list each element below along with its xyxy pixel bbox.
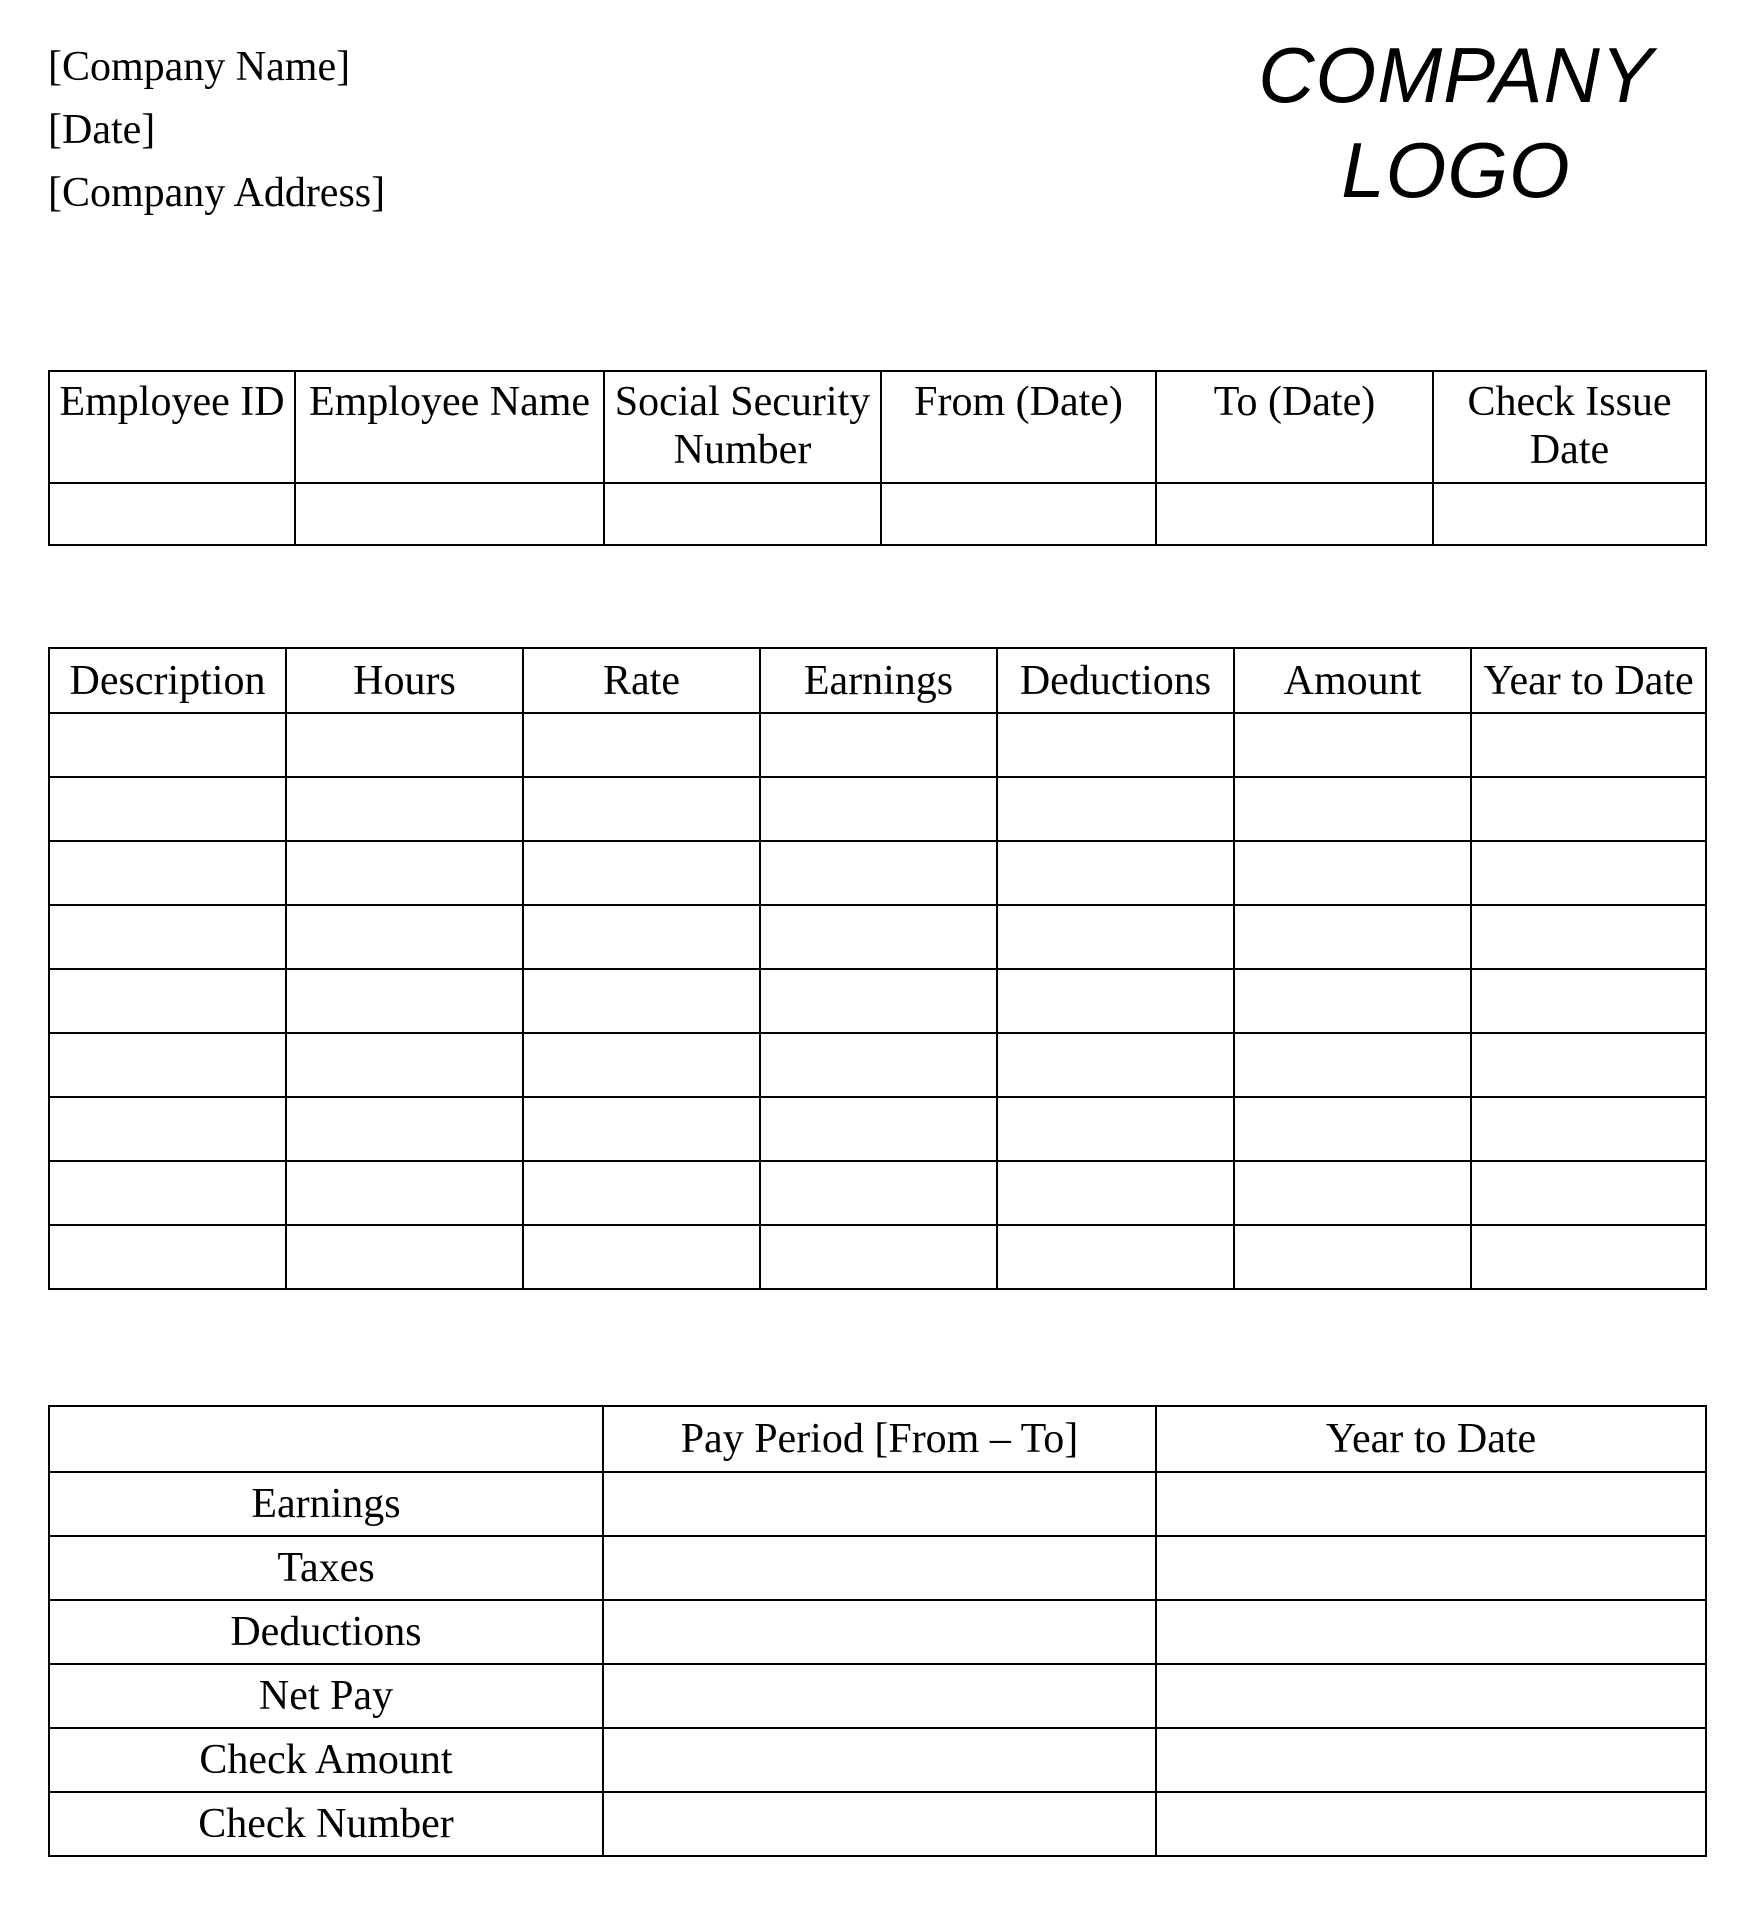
earnings-detail-table-body: [49, 713, 1706, 1289]
detail-blank-cell-deductions[interactable]: [997, 905, 1234, 969]
detail-row: [49, 777, 1706, 841]
detail-blank-cell-rate[interactable]: [523, 713, 760, 777]
detail-blank-cell-amount[interactable]: [1234, 1225, 1471, 1289]
detail-blank-cell-hours[interactable]: [286, 777, 523, 841]
employee-blank-cell-employee-name[interactable]: [295, 483, 604, 545]
summary-blank-cell-taxes-col1[interactable]: [603, 1536, 1156, 1600]
summary-blank-cell-deductions-col1[interactable]: [603, 1600, 1156, 1664]
pay-summary-table-head: [49, 1406, 1706, 1472]
company-info-block: [48, 36, 385, 225]
detail-row: [49, 1097, 1706, 1161]
detail-blank-cell-amount[interactable]: [1234, 1161, 1471, 1225]
earnings-detail-table: [48, 647, 1707, 1290]
detail-blank-cell-year-to-date[interactable]: [1471, 1097, 1706, 1161]
employee-row: [49, 483, 1706, 545]
employee-blank-cell-social-security-number[interactable]: [604, 483, 881, 545]
detail-blank-cell-rate[interactable]: [523, 1097, 760, 1161]
company-logo: [1160, 28, 1752, 218]
detail-blank-cell-deductions[interactable]: [997, 713, 1234, 777]
detail-row: [49, 841, 1706, 905]
detail-blank-cell-hours[interactable]: [286, 1225, 523, 1289]
detail-blank-cell-year-to-date[interactable]: [1471, 1033, 1706, 1097]
employee-header-from-date: From (Date): [881, 371, 1156, 483]
detail-header-year-to-date: Year to Date: [1471, 648, 1706, 713]
detail-blank-cell-year-to-date[interactable]: [1471, 841, 1706, 905]
employee-header-row: [49, 371, 1706, 483]
summary-blank-cell-taxes-col2[interactable]: [1156, 1536, 1706, 1600]
summary-row-check-amount: [49, 1728, 1706, 1792]
detail-blank-cell-description[interactable]: [49, 905, 286, 969]
detail-blank-cell-year-to-date[interactable]: [1471, 905, 1706, 969]
detail-blank-cell-hours[interactable]: [286, 905, 523, 969]
detail-blank-cell-rate[interactable]: [523, 1161, 760, 1225]
detail-row: [49, 1225, 1706, 1289]
employee-blank-cell-from-date[interactable]: [881, 483, 1156, 545]
detail-blank-cell-rate[interactable]: [523, 841, 760, 905]
date-placeholder[interactable]: [Date]: [48, 107, 156, 153]
summary-row-label-taxes: Taxes: [49, 1536, 603, 1600]
detail-blank-cell-earnings[interactable]: [760, 969, 997, 1033]
summary-row-label-check-amount: Check Amount: [49, 1728, 603, 1792]
detail-blank-cell-earnings[interactable]: [760, 1161, 997, 1225]
detail-header-amount: Amount: [1234, 648, 1471, 713]
detail-blank-cell-amount[interactable]: [1234, 1097, 1471, 1161]
detail-row: [49, 713, 1706, 777]
summary-row-check-number: [49, 1792, 1706, 1856]
employee-header-employee-id: Employee ID: [49, 371, 295, 483]
employee-header-employee-name: Employee Name: [295, 371, 604, 483]
employee-blank-cell-to-date[interactable]: [1156, 483, 1433, 545]
logo-line-2: LOGO: [1341, 126, 1571, 214]
detail-blank-cell-hours[interactable]: [286, 1033, 523, 1097]
employee-header-to-date: To (Date): [1156, 371, 1433, 483]
summary-header-year-to-date: Year to Date: [1156, 1406, 1706, 1472]
detail-blank-cell-earnings[interactable]: [760, 1033, 997, 1097]
detail-blank-cell-amount[interactable]: [1234, 969, 1471, 1033]
detail-blank-cell-year-to-date[interactable]: [1471, 1225, 1706, 1289]
detail-blank-cell-rate[interactable]: [523, 777, 760, 841]
summary-row-label-net-pay: Net Pay: [49, 1664, 603, 1728]
summary-blank-cell-deductions-col2[interactable]: [1156, 1600, 1706, 1664]
detail-blank-cell-rate[interactable]: [523, 969, 760, 1033]
summary-blank-cell-net-pay-col2[interactable]: [1156, 1664, 1706, 1728]
summary-blank-cell-check-number-col2[interactable]: [1156, 1792, 1706, 1856]
detail-blank-cell-rate[interactable]: [523, 1033, 760, 1097]
summary-blank-cell-net-pay-col1[interactable]: [603, 1664, 1156, 1728]
detail-blank-cell-hours[interactable]: [286, 969, 523, 1033]
summary-row-label-check-number: Check Number: [49, 1792, 603, 1856]
detail-blank-cell-deductions[interactable]: [997, 1097, 1234, 1161]
summary-blank-cell-earnings-col1[interactable]: [603, 1472, 1156, 1536]
summary-row-taxes: [49, 1536, 1706, 1600]
detail-header-deductions: Deductions: [997, 648, 1234, 713]
detail-blank-cell-deductions[interactable]: [997, 777, 1234, 841]
detail-blank-cell-description[interactable]: [49, 1097, 286, 1161]
detail-row: [49, 905, 1706, 969]
detail-blank-cell-description[interactable]: [49, 841, 286, 905]
detail-blank-cell-earnings[interactable]: [760, 777, 997, 841]
summary-blank-cell-check-amount-col1[interactable]: [603, 1728, 1156, 1792]
pay-summary-table-body: [49, 1472, 1706, 1856]
detail-blank-cell-amount[interactable]: [1234, 841, 1471, 905]
detail-header-row: [49, 648, 1706, 713]
detail-blank-cell-earnings[interactable]: [760, 905, 997, 969]
detail-blank-cell-deductions[interactable]: [997, 969, 1234, 1033]
detail-blank-cell-hours[interactable]: [286, 841, 523, 905]
summary-header-blank: [49, 1406, 603, 1472]
summary-row-earnings: [49, 1472, 1706, 1536]
detail-blank-cell-hours[interactable]: [286, 713, 523, 777]
detail-row: [49, 1033, 1706, 1097]
detail-header-rate: Rate: [523, 648, 760, 713]
summary-row-label-earnings: Earnings: [49, 1472, 603, 1536]
summary-header-pay-period-from-to: Pay Period [From – To]: [603, 1406, 1156, 1472]
detail-blank-cell-deductions[interactable]: [997, 841, 1234, 905]
company-address-placeholder[interactable]: [Company Address]: [48, 170, 386, 216]
earnings-detail-table-head: [49, 648, 1706, 713]
employee-info-table: [48, 370, 1707, 546]
detail-blank-cell-year-to-date[interactable]: [1471, 1161, 1706, 1225]
detail-blank-cell-year-to-date[interactable]: [1471, 969, 1706, 1033]
detail-blank-cell-description[interactable]: [49, 1033, 286, 1097]
detail-blank-cell-rate[interactable]: [523, 1225, 760, 1289]
detail-blank-cell-deductions[interactable]: [997, 1033, 1234, 1097]
employee-info-table-head: [49, 371, 1706, 483]
detail-blank-cell-earnings[interactable]: [760, 841, 997, 905]
detail-blank-cell-earnings[interactable]: [760, 713, 997, 777]
detail-blank-cell-amount[interactable]: [1234, 1033, 1471, 1097]
pay-summary-table: [48, 1405, 1707, 1857]
detail-row: [49, 1161, 1706, 1225]
detail-blank-cell-description[interactable]: [49, 1225, 286, 1289]
detail-blank-cell-deductions[interactable]: [997, 1161, 1234, 1225]
detail-blank-cell-year-to-date[interactable]: [1471, 777, 1706, 841]
logo-line-1: COMPANY: [1258, 31, 1654, 119]
employee-blank-cell-employee-id[interactable]: [49, 483, 295, 545]
detail-blank-cell-earnings[interactable]: [760, 1097, 997, 1161]
detail-blank-cell-amount[interactable]: [1234, 777, 1471, 841]
detail-blank-cell-amount[interactable]: [1234, 713, 1471, 777]
employee-blank-cell-check-issue-date[interactable]: [1433, 483, 1706, 545]
detail-blank-cell-description[interactable]: [49, 713, 286, 777]
detail-blank-cell-hours[interactable]: [286, 1097, 523, 1161]
employee-header-social-security-number: Social Security Number: [604, 371, 881, 483]
detail-blank-cell-rate[interactable]: [523, 905, 760, 969]
detail-blank-cell-description[interactable]: [49, 1161, 286, 1225]
employee-info-table-body: [49, 483, 1706, 545]
detail-header-description: Description: [49, 648, 286, 713]
detail-blank-cell-year-to-date[interactable]: [1471, 713, 1706, 777]
summary-header-row: [49, 1406, 1706, 1472]
summary-blank-cell-check-number-col1[interactable]: [603, 1792, 1156, 1856]
detail-blank-cell-description[interactable]: [49, 777, 286, 841]
summary-row-net-pay: [49, 1664, 1706, 1728]
employee-header-check-issue-date: Check Issue Date: [1433, 371, 1706, 483]
detail-blank-cell-amount[interactable]: [1234, 905, 1471, 969]
detail-row: [49, 969, 1706, 1033]
summary-row-deductions: [49, 1600, 1706, 1664]
detail-blank-cell-deductions[interactable]: [997, 1225, 1234, 1289]
summary-blank-cell-earnings-col2[interactable]: [1156, 1472, 1706, 1536]
summary-blank-cell-check-amount-col2[interactable]: [1156, 1728, 1706, 1792]
detail-header-hours: Hours: [286, 648, 523, 713]
summary-row-label-deductions: Deductions: [49, 1600, 603, 1664]
detail-blank-cell-description[interactable]: [49, 969, 286, 1033]
detail-header-earnings: Earnings: [760, 648, 997, 713]
detail-blank-cell-hours[interactable]: [286, 1161, 523, 1225]
company-name-placeholder[interactable]: [Company Name]: [48, 44, 351, 90]
detail-blank-cell-earnings[interactable]: [760, 1225, 997, 1289]
